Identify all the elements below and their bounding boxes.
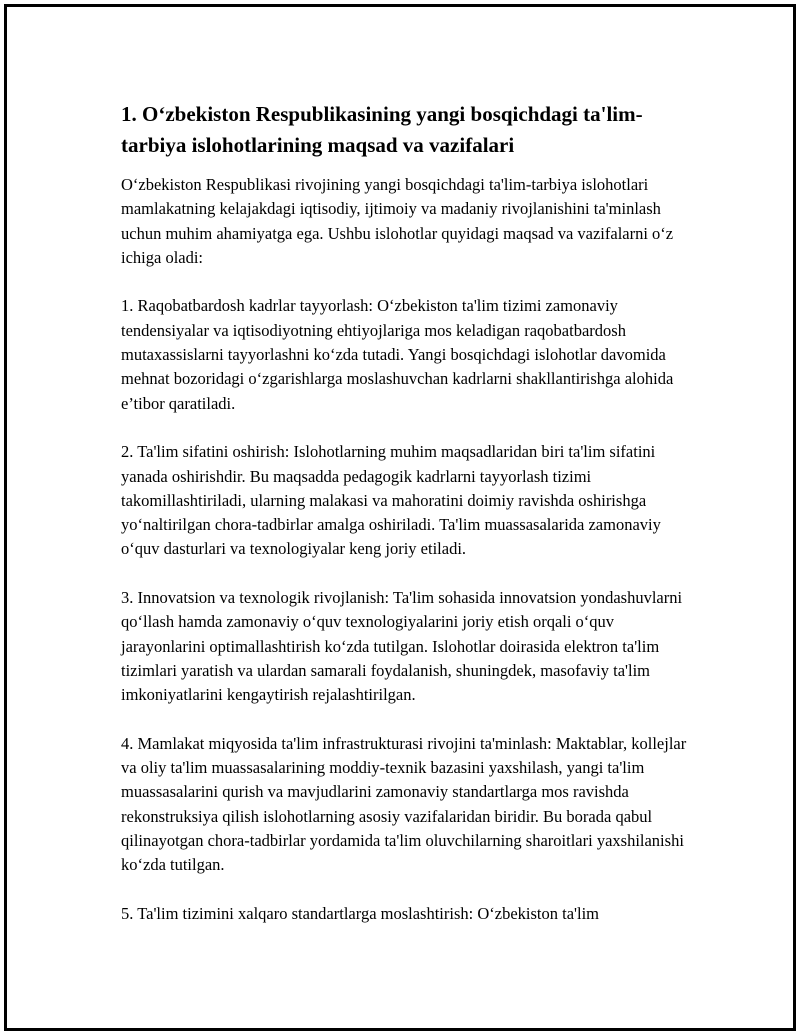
page-frame <box>4 4 796 1031</box>
paragraph-1-competitive-staff: 1. Raqobatbardosh kadrlar tayyorlash: O‘zbekiston ta'lim tizimi zamonaviy tendensiyalar va iqtisodiyotning ehtiyojlariga mos keladigan raqobatbardosh mutaxassislarni tayyorlashni ko‘zda tutadi. Yangi bosqichdagi islohotlar davomida mehnat bozoridagi o‘zgarishlarga moslashuvchan kadrlarni shakllantirishga alohida e’tibor qaratiladi. <box>121 296 674 413</box>
paragraph-2-education-quality: 2. Ta'lim sifatini oshirish: Islohotlarning muhim maqsadlaridan biri ta'lim sifatini yanada oshirishdir. Bu maqsadda pedagogik kadrlarni tayyorlash tizimi takomillashtiriladi, ularning malakasi va mahoratini doimiy ravishda oshirishga yo‘naltirilgan chora-tadbirlar amalga oshiriladi. Ta'lim muassasalarida zamonaviy o‘quv dasturlari va texnologiyalar keng joriy etiladi. <box>121 442 661 559</box>
paragraph-3-innovation: 3. Innovatsion va texnologik rivojlanish: Ta'lim sohasida innovatsion yondashuvlarni qo‘llash hamda zamonaviy o‘quv texnologiyalarini joriy etish orqali o‘quv jarayonlarini optimallashtirish ko‘zda tutilgan. Islohotlar doirasida elektron ta'lim tizimlari yaratish va ulardan samarali foydalanish, shuningdek, masofaviy ta'lim imkoniyatlarini kengaytirish rejalashtirilgan. <box>121 588 683 705</box>
paragraph-4-infrastructure: 4. Mamlakat miqyosida ta'lim infrastrukturasi rivojini ta'minlash: Maktablar, kollejlar va oliy ta'lim muassasalarining moddiy-texnik bazasini yaxshilash, yangi ta'lim muassasalarini qurish va mavjudlarini zamonaviy standartlarga mos ravishda rekonstruksiya qilish islohotlarning asosiy vazifalaridan biridir. Bu borada qabul qilinayotgan chora-tadbirlar yordamida ta'lim oluvchilarning sharoitlari yaxshilanishi ko‘zda tutilgan. <box>121 733 687 875</box>
intro-paragraph: O‘zbekiston Respublikasi rivojining yangi bosqichdagi ta'lim-tarbiya islohotlari mamlakatning kelajakdagi iqtisodiy, ijtimoiy va madaniy rivojlanishini ta'minlash uchun muhim ahamiyatga ega. Ushbu islohotlar quyidagi maqsad va vazifalarni o‘z ichiga oladi: <box>121 175 674 267</box>
section-title: 1. O‘zbekiston Respublikasining yangi bosqichdagi ta'lim-tarbiya islohotlarining maqsad va vazifalari <box>121 102 643 157</box>
paragraph-5-international-standards: 5. Ta'lim tizimini xalqaro standartlarga moslashtirish: O‘zbekiston ta'lim <box>121 903 600 923</box>
document-body <box>121 99 701 951</box>
